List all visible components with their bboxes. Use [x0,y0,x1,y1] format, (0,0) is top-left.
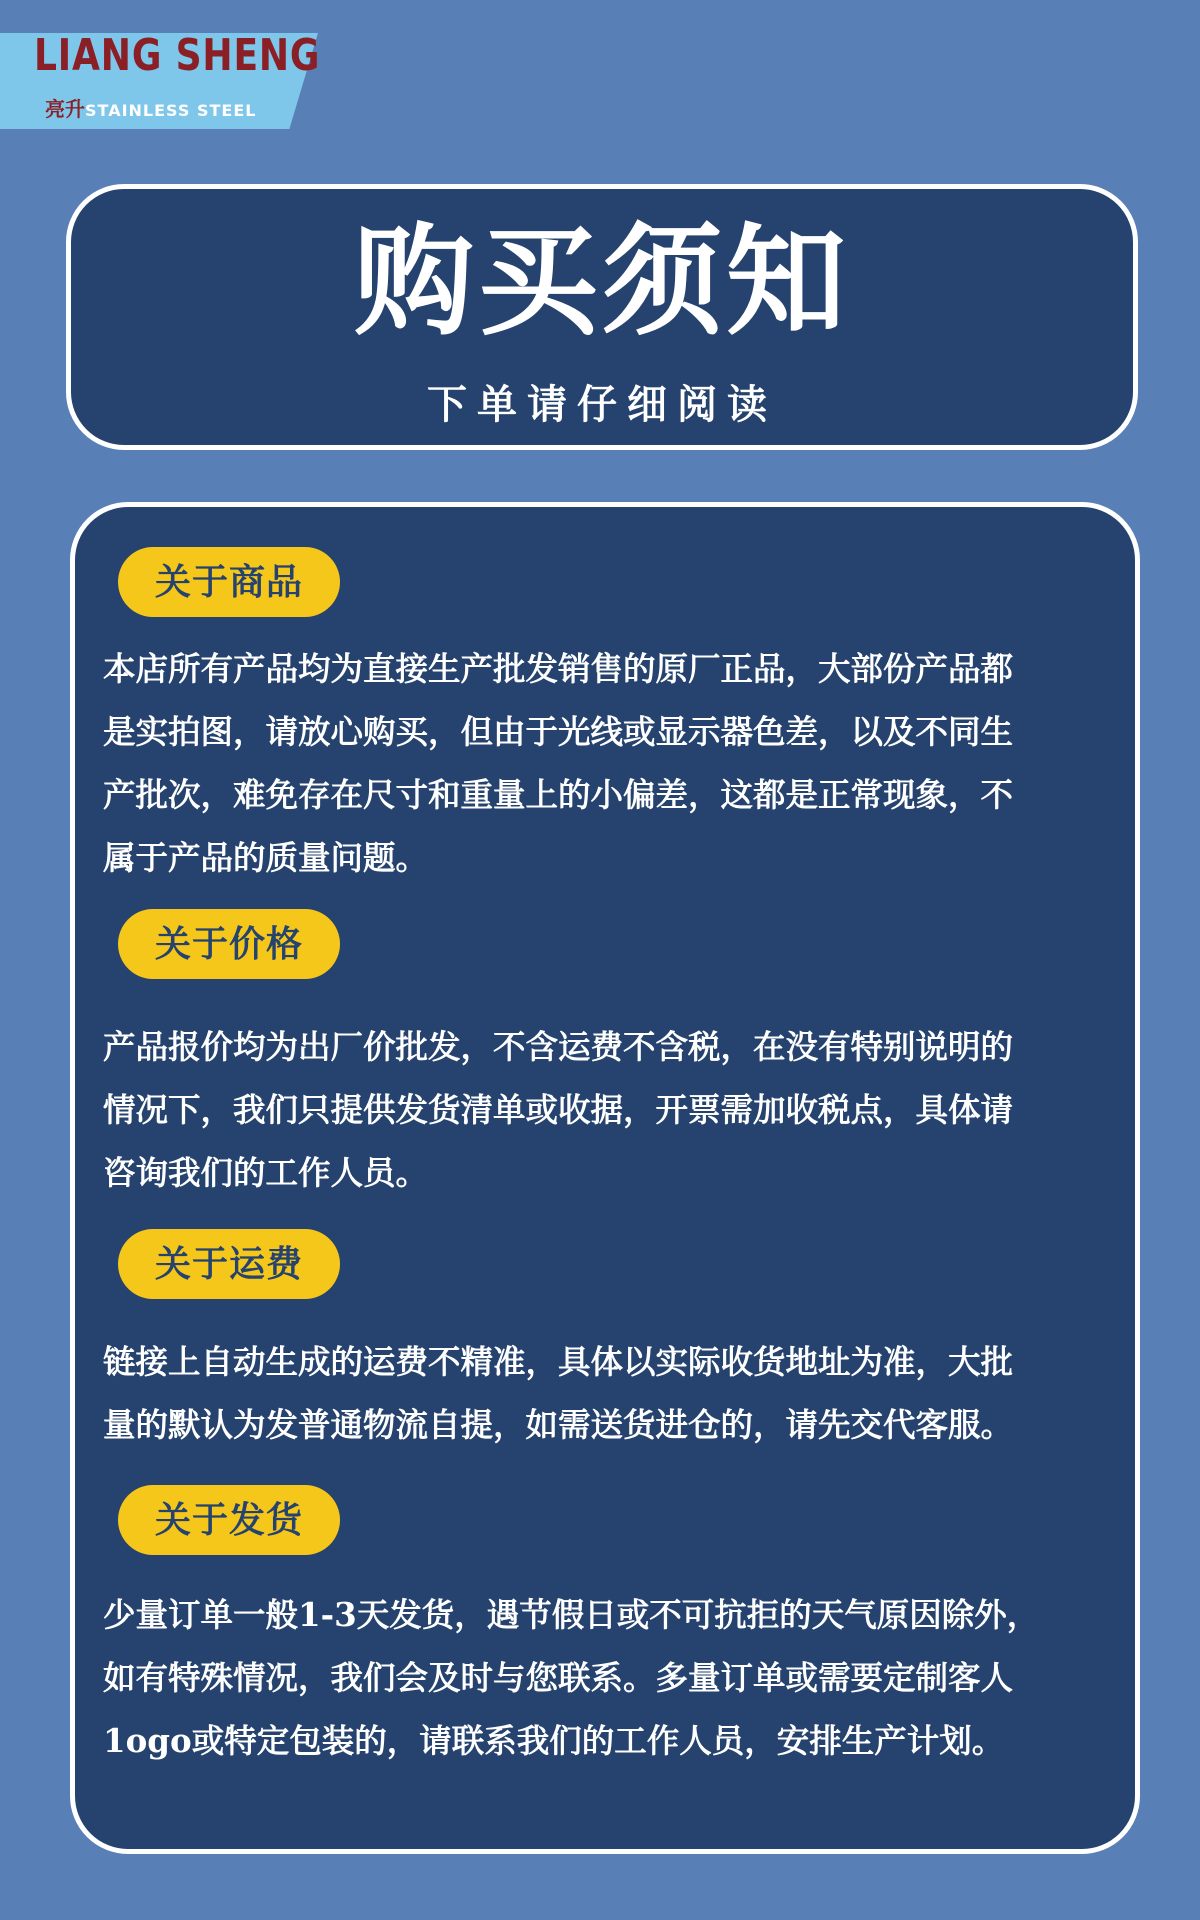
page-subtitle: 下单请仔细阅读 [427,382,777,428]
title-card [66,184,1138,450]
section-line: 产批次，难免存在尺寸和重量上的小偏差，这都是正常现象，不 [103,775,1014,814]
section-line: 如有特殊情况，我们会及时与您联系。多量订单或需要定制客人 [103,1658,1014,1697]
page-title: 购买须知 [354,213,850,352]
section-line: 少量订单一般1-3天发货，遇节假日或不可抗拒的天气原因除外， [103,1595,1040,1634]
section-line: 咨询我们的工作人员。 [103,1153,429,1192]
logo-subtitle [45,99,256,119]
section-line: 情况下，我们只提供发货清单或收据，开票需加收税点，具体请 [103,1090,1014,1129]
section-line: 量的默认为发普通物流自提，如需送货进仓的，请先交代客服。 [103,1405,1014,1444]
logo-brand: LIANG SHENG [34,30,321,81]
info-card [70,502,1140,1854]
section-line: 1ogo或特定包装的，请联系我们的工作人员，安排生产计划。 [103,1721,1005,1760]
section-label-product: 关于商品 [118,547,340,617]
section-body-price [103,1015,1103,1204]
logo-subtitle-en: STAINLESS STEEL [85,101,257,120]
logo-subtitle-cn: 亮升 [45,97,85,121]
section-label-price: 关于价格 [118,909,340,979]
section-label-shipping-fee: 关于运费 [118,1229,340,1299]
section-body-delivery [103,1583,1103,1772]
section-label-delivery: 关于发货 [118,1485,340,1555]
section-line: 链接上自动生成的运费不精准，具体以实际收货地址为准，大批 [103,1342,1014,1381]
section-body-shipping-fee [103,1330,1103,1456]
section-line: 产品报价均为出厂价批发，不含运费不含税，在没有特别说明的 [103,1027,1014,1066]
section-body-product [103,637,1103,889]
section-line: 是实拍图，请放心购买，但由于光线或显示器色差，以及不同生 [103,712,1014,751]
section-line: 本店所有产品均为直接生产批发销售的原厂正品，大部份产品都 [103,649,1014,688]
section-line: 属于产品的质量问题。 [103,838,429,877]
